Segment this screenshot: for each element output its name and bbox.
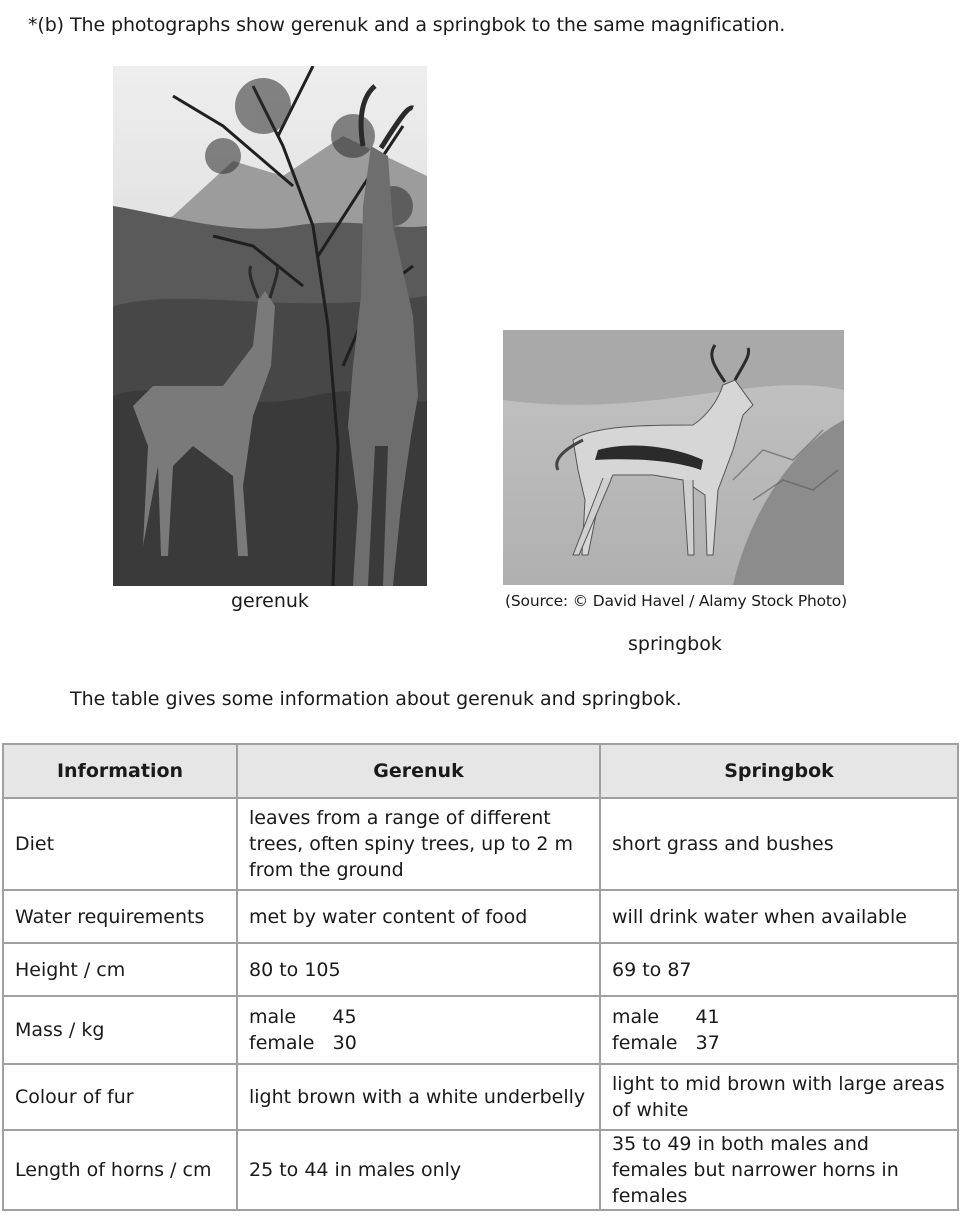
table-row (3, 943, 958, 996)
springbok-cell: short grass and bushes (600, 798, 958, 890)
header-springbok: Springbok (600, 744, 958, 798)
springbok-mass-male: male 41 (612, 1006, 720, 1028)
row-label: Height / cm (3, 943, 237, 996)
gerenuk-cell: leaves from a range of different trees, often spiny trees, up to 2 m from the ground (237, 798, 600, 890)
springbok-mass-female: female 37 (612, 1032, 720, 1054)
table-header-row (3, 744, 958, 798)
gerenuk-cell: met by water content of food (237, 890, 600, 943)
row-label: Diet (3, 798, 237, 890)
row-label: Mass / kg (3, 996, 237, 1064)
springbok-cell: will drink water when available (600, 890, 958, 943)
table-row (3, 1064, 958, 1130)
header-information: Information (3, 744, 237, 798)
header-gerenuk: Gerenuk (237, 744, 600, 798)
springbok-cell: light to mid brown with large areas of white (600, 1064, 958, 1130)
springbok-cell (600, 996, 958, 1064)
table-intro: The table gives some information about gerenuk and springbok. (70, 688, 682, 710)
question-text: The photographs show gerenuk and a springbok to the same magnification. (70, 14, 786, 36)
gerenuk-cell (237, 996, 600, 1064)
springbok-cell: 35 to 49 in both males and females but narrower horns in females (600, 1130, 958, 1210)
table-row (3, 996, 958, 1064)
springbok-cell: 69 to 87 (600, 943, 958, 996)
question-number: *(b) (28, 14, 64, 36)
springbok-caption: springbok (628, 633, 722, 655)
springbok-photo (503, 330, 844, 585)
gerenuk-cell: light brown with a white underbelly (237, 1064, 600, 1130)
gerenuk-cell: 80 to 105 (237, 943, 600, 996)
gerenuk-cell: 25 to 44 in males only (237, 1130, 600, 1210)
table-row (3, 890, 958, 943)
gerenuk-caption: gerenuk (231, 590, 309, 612)
table-row (3, 798, 958, 890)
row-label: Water requirements (3, 890, 237, 943)
photo-source: (Source: © David Havel / Alamy Stock Photo) (505, 592, 847, 610)
gerenuk-photo (113, 66, 427, 586)
gerenuk-mass-female: female 30 (249, 1032, 357, 1054)
gerenuk-mass-male: male 45 (249, 1006, 357, 1028)
row-label: Length of horns / cm (3, 1130, 237, 1210)
info-table (2, 743, 959, 1211)
row-label: Colour of fur (3, 1064, 237, 1130)
table-row (3, 1130, 958, 1210)
question-line (28, 14, 785, 36)
